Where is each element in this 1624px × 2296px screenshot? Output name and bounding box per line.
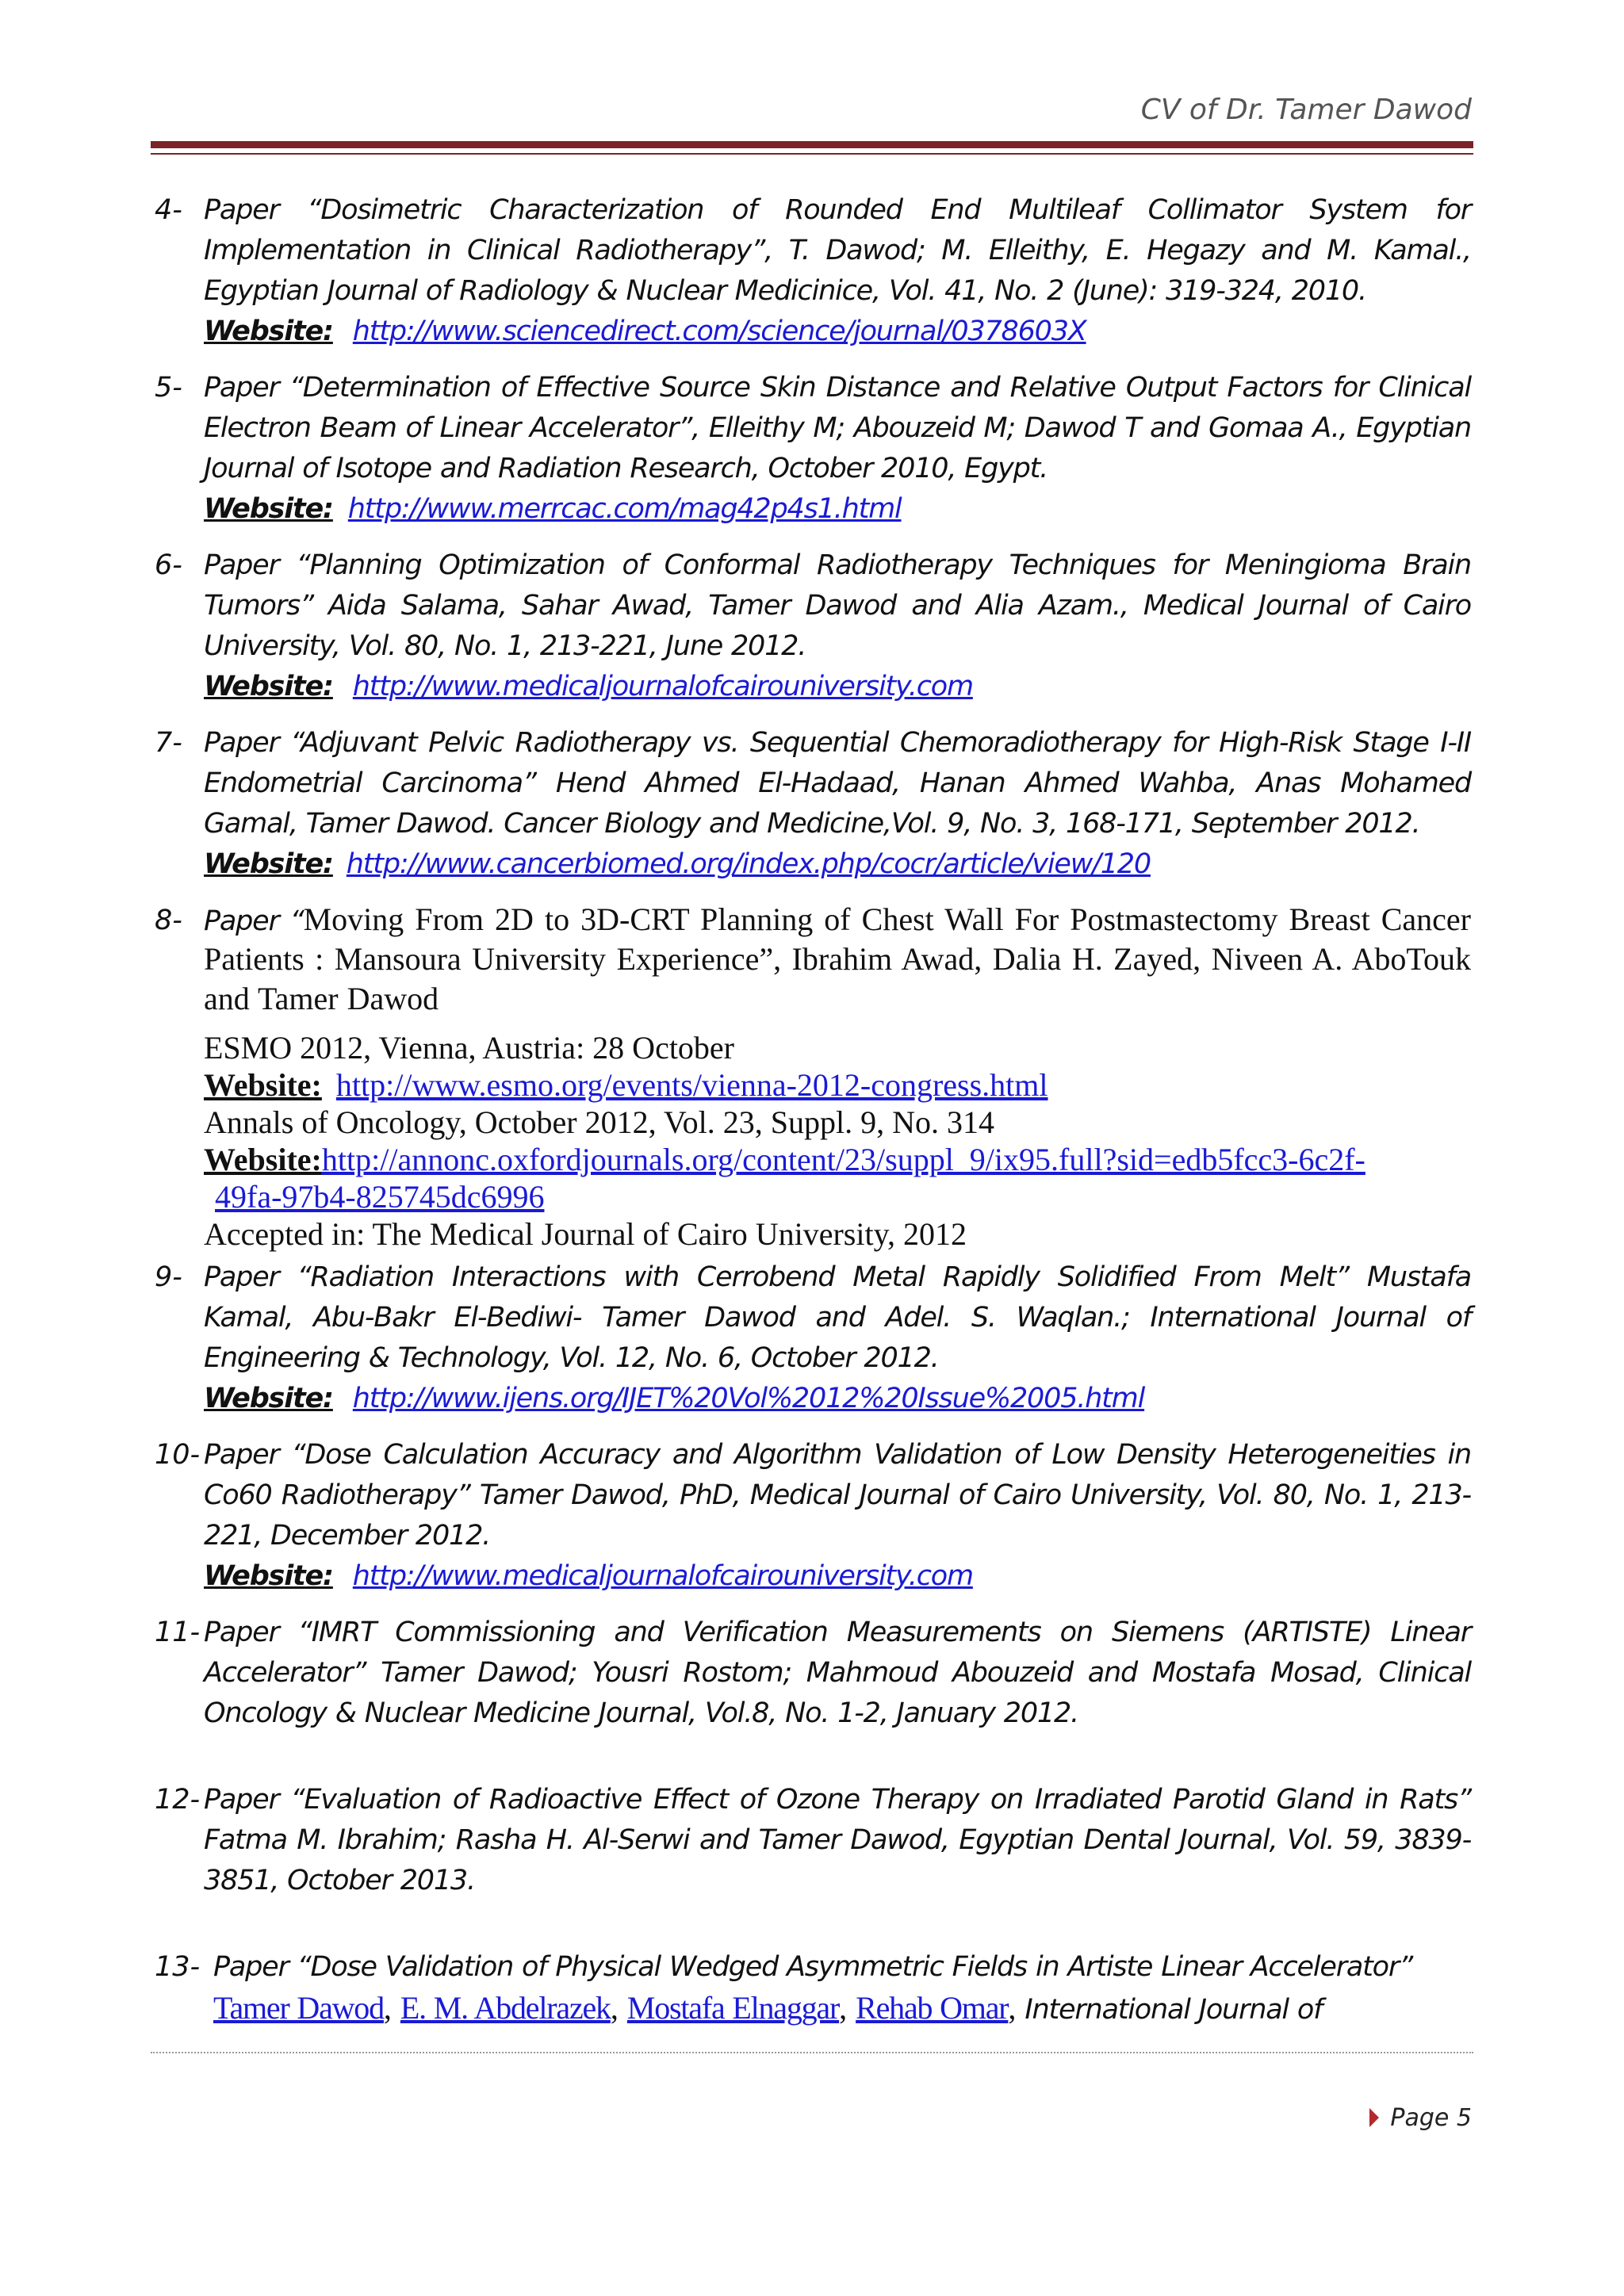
journal-name-fragment: International Journal of [1025,1994,1323,2026]
entry-number: 5- [155,372,182,404]
website-label: Website: [204,1383,333,1414]
conference-details [204,1029,1471,1253]
website-link[interactable]: http://annonc.oxfordjournals.org/content/23/suppl_9/ix95.full?sid=edb5fcc3-6c2f- [321,1142,1365,1177]
website-label: Website: [204,493,333,525]
website-link[interactable]: http://www.medicaljournalofcairouniversity.com [352,671,973,702]
website-link[interactable]: http://www.cancerbiomed.org/index.php/cocr/article/view/120 [346,848,1151,880]
publication-entry [155,1435,1471,1597]
website-link[interactable]: http://www.sciencedirect.com/science/journal/0378603X [352,316,1086,347]
page-number: Page 5 [1390,2104,1472,2132]
page-header-title: CV of Dr. Tamer Dawod [1140,94,1472,126]
website-link[interactable]: http://www.ijens.org/IJET%20Vol%2012%20Issue%2005.html [352,1383,1145,1414]
entry-citation: Paper “Adjuvant Pelvic Radiotherapy vs. Sequential Chemoradiotherapy for High-Risk Stage I-II Endometrial Carcinoma” Hend Ahmed El-Hadaad, Hanan Ahmed Wahba, Anas Mohamed Gamal, Tamer Dawod. Cancer Biology and Medicine,Vol. 9, No. 3, 168-171, September 2012. [204,727,1471,840]
author-separator: , [610,1990,627,2026]
publication-entry [155,190,1471,352]
publication-entry [155,1257,1471,1419]
website-label: Website: [204,848,333,880]
website-link[interactable]: http://www.merrcac.com/mag42p4s1.html [347,493,902,525]
website-label: Website: [204,1067,322,1103]
header-divider-thin [151,153,1473,155]
entry-citation: Paper “IMRT Commissioning and Verification Measurements on Siemens (ARTISTE) Linear Accelerator” Tamer Dawod; Yousri Rostom; Mahmoud Abouzeid and Mostafa Mosad, Clinical Oncology & Nuclear Medicine Journal, Vol.8, No. 1-2, January 2012. [204,1617,1471,1729]
entry-number: 11- [155,1617,201,1648]
author-separator: , [383,1990,400,2026]
entry-number: 10- [155,1439,201,1471]
publication-entry [155,1947,1471,2030]
entry-citation: Paper “Dose Validation of Physical Wedged Asymmetric Fields in Artiste Linear Accelerator” [213,1951,1413,1983]
acceptance-note: Accepted in: The Medical Journal of Cairo University, 2012 [204,1216,967,1252]
website-label: Website: [204,1142,322,1177]
author-link[interactable]: Tamer Dawod [213,1990,384,2026]
author-separator: , [1008,1990,1025,2026]
entry-number: 9- [155,1261,182,1293]
header-divider [151,141,1473,148]
publication-entry [155,368,1471,530]
website-label: Website: [204,1560,333,1592]
triangle-marker-icon [1369,2108,1379,2127]
entry-citation: Paper “Dose Calculation Accuracy and Algorithm Validation of Low Density Heterogeneities in Co60 Radiotherapy” Tamer Dawod, PhD, Medical Journal of Cairo University, Vol. 80, No. 1, 213-221, December 2012. [204,1439,1471,1552]
entry-citation-prefix: Paper “ [204,905,304,937]
page-footer [1369,2104,1472,2132]
footer-divider [151,2052,1473,2053]
entry-number: 6- [155,549,182,581]
publication-entry [155,1613,1471,1734]
journal-supplement: Annals of Oncology, October 2012, Vol. 23, Suppl. 9, No. 314 [204,1104,994,1140]
entry-citation: Paper “Determination of Effective Source Skin Distance and Relative Output Factors for Clinical Electron Beam of Linear Accelerator”, Elleithy M; Abouzeid M; Dawod T and Gomaa A., Egyptian Journal of Isotope and Radiation Research, October 2010, Egypt. [204,372,1471,484]
entry-citation: Paper “Planning Optimization of Conformal Radiotherapy Techniques for Meningioma Brain Tumors” Aida Salama, Sahar Awad, Tamer Dawod and Alia Azam., Medical Journal of Cairo University, Vol. 80, No. 1, 213-221, June 2012. [204,549,1471,662]
author-separator: , [839,1990,856,2026]
author-link[interactable]: Rehab Omar [856,1990,1009,2026]
entry-number: 12- [155,1784,201,1816]
entry-number: 4- [155,194,182,226]
entry-citation: Paper “Evaluation of Radioactive Effect of Ozone Therapy on Irradiated Parotid Gland in Rats” Fatma M. Ibrahim; Rasha H. Al-Serwi and Tamer Dawod, Egyptian Dental Journal, Vol. 59, 3839-3851, October 2013. [204,1784,1471,1896]
publication-entry [155,545,1471,707]
entry-number: 8- [155,905,182,936]
publication-entry [155,723,1471,885]
website-label: Website: [204,316,333,347]
entry-citation: Paper “Radiation Interactions with Cerrobend Metal Rapidly Solidified From Melt” Mustafa Kamal, Abu-Bakr El-Bediwi- Tamer Dawod and Adel. S. Waqlan.; International Journal of Engineering & Technology, Vol. 12, No. 6, October 2012. [204,1261,1471,1374]
entry-citation: Paper “Dosimetric Characterization of Rounded End Multileaf Collimator System for Implementation in Clinical Radiotherapy”, T. Dawod; M. Elleithy, E. Hegazy and M. Kamal., Egyptian Journal of Radiology & Nuclear Medicinice, Vol. 41, No. 2 (June): 319-324, 2010. [204,194,1471,307]
publication-entry [155,901,1471,1253]
entry-number: 13- [155,1951,201,1983]
publication-entry [155,1780,1471,1901]
website-link[interactable]: http://www.esmo.org/events/vienna-2012-congress.html [335,1067,1048,1103]
author-link[interactable]: E. M. Abdelrazek [400,1990,611,2026]
entry-number: 7- [155,727,182,759]
website-link[interactable]: http://www.medicaljournalofcairouniversity.com [352,1560,973,1592]
website-link-continued[interactable]: 49fa-97b4-825745dc6996 [215,1179,545,1215]
website-label: Website: [204,671,333,702]
conference-name: ESMO 2012, Vienna, Austria: 28 October [204,1030,735,1066]
author-link[interactable]: Mostafa Elnaggar [626,1990,840,2026]
entry-citation: Moving From 2D to 3D-CRT Planning of Chest Wall For Postmastectomy Breast Cancer Patients : Mansoura University Experience”, Ibrahim Awad, Dalia H. Zayed, Niveen A. AboTouk and Tamer Dawod [204,901,1471,1016]
publication-list [155,190,1471,2046]
